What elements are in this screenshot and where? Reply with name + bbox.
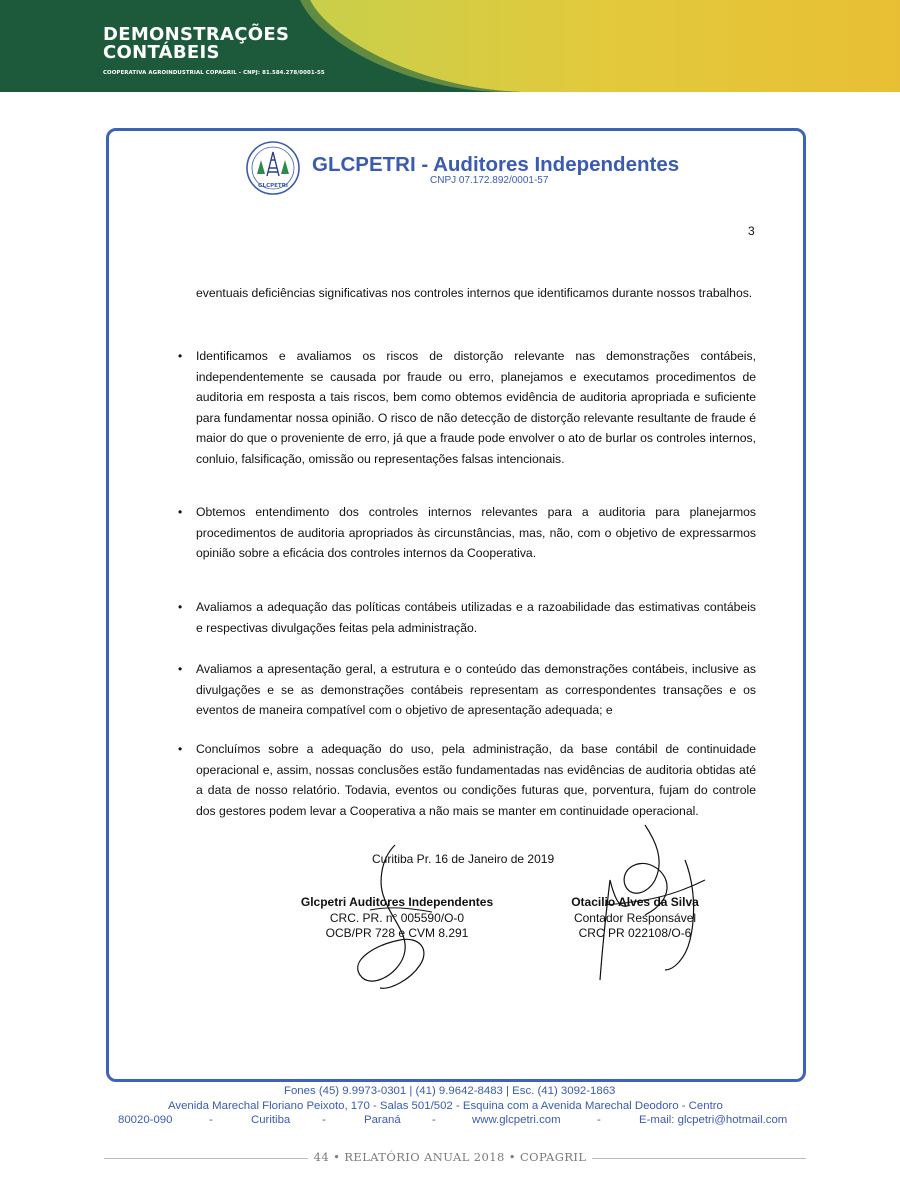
city-date: Curitiba Pr. 16 de Janeiro de 2019: [372, 852, 555, 866]
footer-phones: Fones (45) 9.9973-0301 | (41) 9.9642-8483 | Esc. (41) 3092-1863: [284, 1085, 616, 1097]
bullet-item-1: Identificamos e avaliamos os riscos de distorção relevante nas demonstrações contábeis, independentemente se causada por fraude ou erro, planejamos e executamos procedimentos de auditoria em resposta a tais riscos, bem como obtemos evidência de auditoria apropriada e suficiente para fundamentar nossa opinião. O risco de não detecção de distorção relevante resultante de fraude é maior do que o proveniente de erro, já que a fraude pode envolver o ato de burlar os controles internos, conluio, falsificação, omissão ou representações falsas intencionais.: [196, 349, 756, 466]
report-section-title-line2: CONTÁBEIS: [103, 42, 220, 63]
page-number: 3: [748, 224, 755, 238]
firm-registrations: OCB/PR 728 e CVM 8.291: [325, 926, 469, 940]
footer-city: Curitiba: [251, 1114, 291, 1126]
report-section-title-line1: DEMONSTRAÇÕES: [103, 24, 290, 45]
firm-handwritten-signature: [340, 840, 470, 1000]
firm-crc: CRC. PR. n° 005590/O-0: [329, 910, 465, 925]
footer-rule-right: [592, 1158, 806, 1159]
bullet-item-4: Avaliamos a apresentação geral, a estrutura e o conteúdo das demonstrações contábeis, inclusive as divulgações e se as demonstrações contábeis representam as correspondentes transações e os eventos de maneira compatível com o objetivo de apresentação adequada; e: [196, 662, 756, 717]
bullet-marker: •: [178, 742, 183, 756]
report-section-subtitle: COOPERATIVA AGROINDUSTRIAL COPAGRIL - CNPJ: 81.584.278/0001-55: [103, 70, 325, 76]
bullet-marker: •: [178, 662, 183, 676]
footer-rule-left: [104, 1158, 308, 1159]
bullet-item-3: Avaliamos a adequação das políticas contábeis utilizadas e a razoabilidade das estimativas contábeis e respectivas divulgações feitas pela administração.: [196, 600, 756, 635]
footer-separator: -: [209, 1114, 213, 1126]
bullet-marker: •: [178, 600, 183, 614]
footer-website[interactable]: www.glcpetri.com: [472, 1114, 561, 1126]
firm-cnpj: CNPJ 07.172.892/0001-57: [430, 175, 549, 186]
footer-separator: -: [322, 1114, 326, 1126]
firm-name: GLCPETRI - Auditores Independentes: [312, 153, 680, 176]
footer-cep: 80020-090: [118, 1114, 173, 1126]
logo-lettering: GLCPETRI: [258, 183, 288, 189]
footer-separator: -: [432, 1114, 436, 1126]
person-crc: CRC PR 022108/O-6: [578, 926, 692, 940]
person-signatory-name: Otacilio Alves da Silva: [571, 895, 699, 909]
footer-state: Paraná: [364, 1114, 401, 1126]
accountant-handwritten-signature: [585, 820, 725, 990]
firm-signatory-name: Glcpetri Auditores Independentes: [300, 895, 494, 909]
report-page-footer: 44 • RELATÓRIO ANUAL 2018 • COPAGRIL: [313, 1150, 587, 1164]
glcpetri-logo-icon: [245, 140, 301, 196]
bullet-item-5: Concluímos sobre a adequação do uso, pela administração, da base contábil de continuidade operacional e, assim, nossas conclusões estão fundamentadas nas evidências de auditoria obtidas até a data de nosso relatório. Todavia, eventos ou condições futuras que, porventura, fujam do controle dos gestores podem levar a Cooperativa a não mais se manter em continuidade operacional.: [196, 742, 756, 818]
person-role: Contador Responsável: [573, 910, 697, 925]
bullet-marker: •: [178, 505, 183, 519]
bullet-marker: •: [178, 349, 183, 363]
footer-address: Avenida Marechal Floriano Peixoto, 170 - Salas 501/502 - Esquina com a Avenida Marechal Deodoro - Centro: [168, 1100, 723, 1112]
bullet-item-2: Obtemos entendimento dos controles internos relevantes para a auditoria para planejarmos procedimentos de auditoria apropriados às circunstâncias, mas, não, com o objetivo de expressarmos opinião sobre a eficácia dos controles internos da Cooperativa.: [196, 505, 756, 560]
header-banner: [0, 0, 900, 92]
footer-email[interactable]: E-mail: glcpetri@hotmail.com: [639, 1114, 788, 1126]
footer-separator: -: [597, 1114, 601, 1126]
continuation-paragraph: eventuais deficiências significativas nos controles internos que identificamos durante nossos trabalhos.: [196, 286, 753, 300]
report-section-title: [103, 26, 289, 62]
